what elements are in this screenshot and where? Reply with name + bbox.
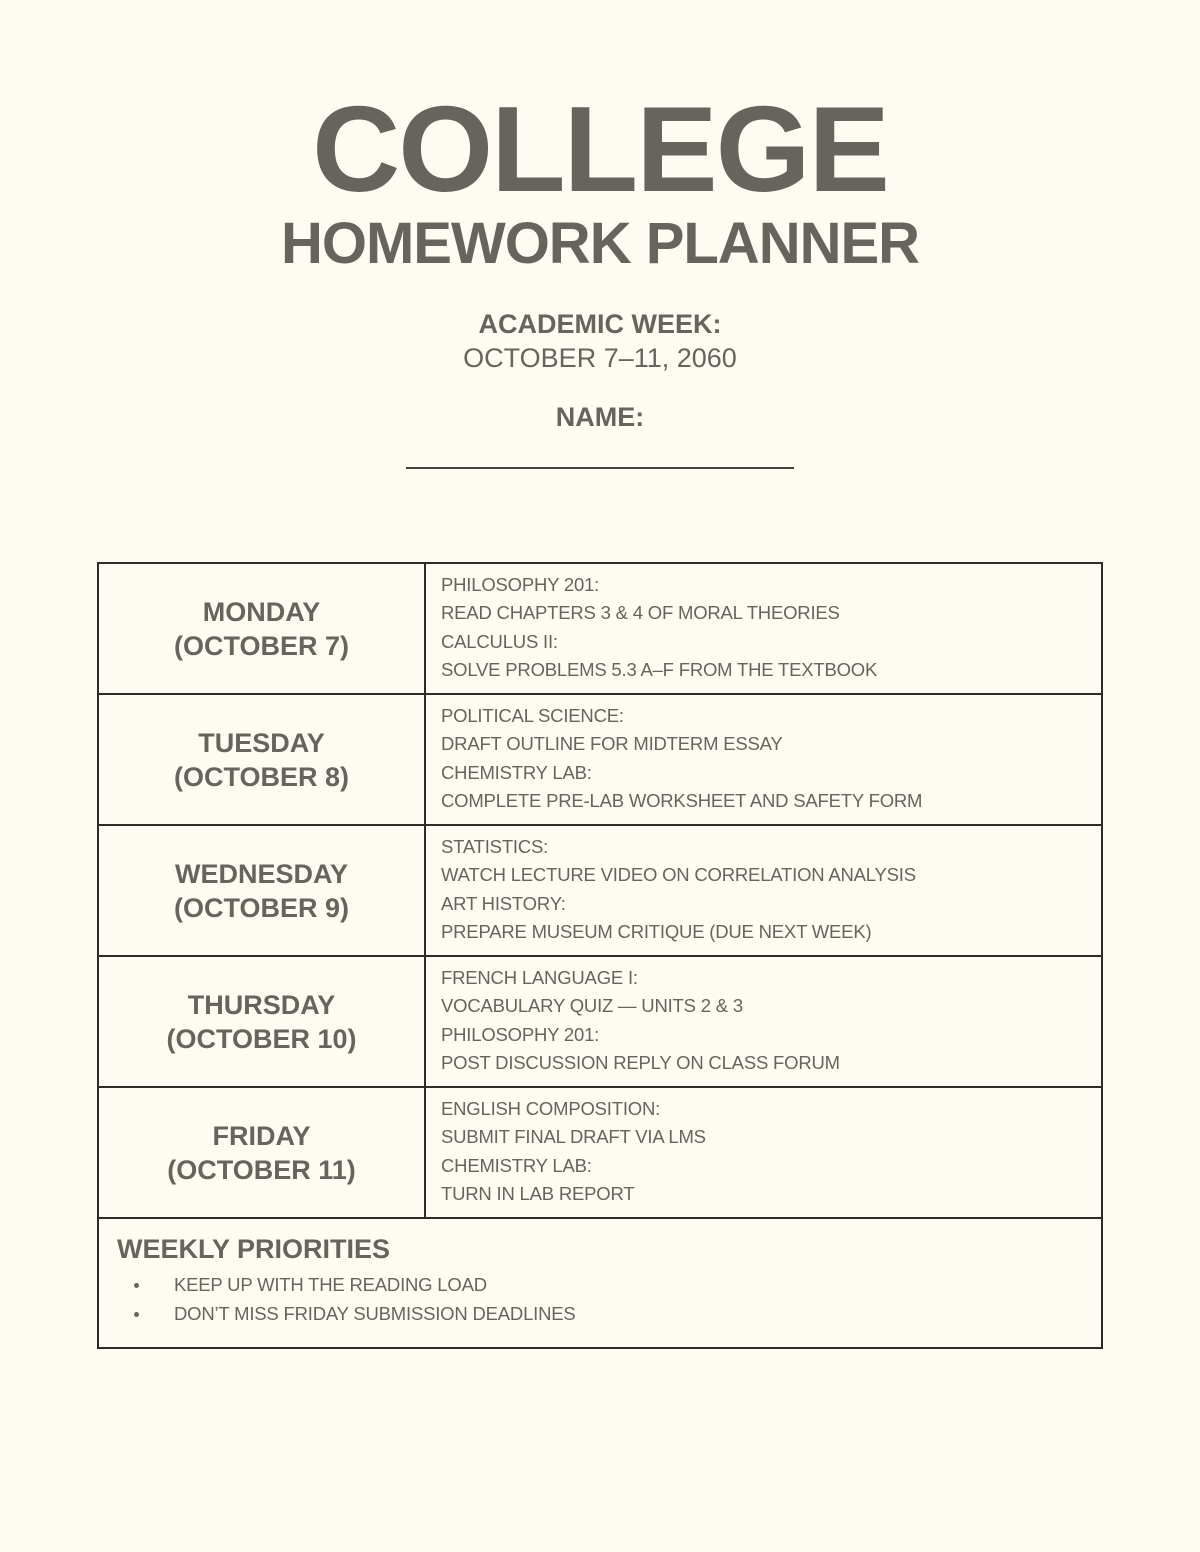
task-description: READ CHAPTERS 3 & 4 OF MORAL THEORIES xyxy=(441,602,840,624)
day-cell xyxy=(99,826,426,955)
day-name: TUESDAY xyxy=(198,727,325,758)
table-row-tuesday xyxy=(99,695,1101,826)
day-name: FRIDAY xyxy=(212,1120,311,1151)
list-item xyxy=(117,1271,1083,1300)
list-item xyxy=(117,1300,1083,1329)
table-row-monday xyxy=(99,564,1101,695)
page-title: COLLEGE xyxy=(312,81,888,217)
name-fill-line[interactable] xyxy=(406,467,794,469)
priority-text: DON’T MISS FRIDAY SUBMISSION DEADLINES xyxy=(174,1302,576,1324)
task-description: POST DISCUSSION REPLY ON CLASS FORUM xyxy=(441,1051,840,1073)
weekly-priorities-section xyxy=(99,1219,1101,1347)
task-subject: PHILOSOPHY 201: xyxy=(441,574,600,595)
task-subject: FRENCH LANGUAGE I: xyxy=(441,967,638,988)
day-date: (OCTOBER 10) xyxy=(166,1023,357,1054)
priority-text: KEEP UP WITH THE READING LOAD xyxy=(174,1274,487,1295)
task-subject: ENGLISH COMPOSITION: xyxy=(441,1098,661,1119)
task-subject: POLITICAL SCIENCE: xyxy=(441,705,624,726)
task-subject: ART HISTORY: xyxy=(441,892,566,914)
day-cell xyxy=(99,957,426,1086)
day-cell xyxy=(99,695,426,824)
table-row-friday xyxy=(99,1088,1101,1219)
day-name: THURSDAY xyxy=(187,989,336,1020)
task-cell xyxy=(426,1088,1101,1217)
task-subject: STATISTICS: xyxy=(441,836,549,857)
task-description: COMPLETE PRE-LAB WORKSHEET AND SAFETY FORM xyxy=(441,789,923,811)
day-cell xyxy=(99,1088,426,1217)
task-description: VOCABULARY QUIZ — UNITS 2 & 3 xyxy=(441,995,743,1017)
academic-week-label: ACADEMIC WEEK: xyxy=(478,309,722,339)
task-subject: CHEMISTRY LAB: xyxy=(441,761,592,783)
task-subject: PHILOSOPHY 201: xyxy=(441,1023,600,1045)
day-date: (OCTOBER 11) xyxy=(167,1154,356,1185)
day-name: WEDNESDAY xyxy=(174,858,349,889)
bullet-icon xyxy=(134,1312,139,1317)
task-description: TURN IN LAB REPORT xyxy=(441,1182,635,1204)
task-subject: CHEMISTRY LAB: xyxy=(441,1154,592,1176)
task-description: WATCH LECTURE VIDEO ON CORRELATION ANALYSIS xyxy=(441,864,916,886)
day-date: (OCTOBER 8) xyxy=(173,761,349,792)
task-description: PREPARE MUSEUM CRITIQUE (DUE NEXT WEEK) xyxy=(441,920,872,942)
day-name: MONDAY xyxy=(202,596,321,627)
day-date: (OCTOBER 7) xyxy=(173,630,349,661)
day-date: (OCTOBER 9) xyxy=(173,892,349,923)
task-cell xyxy=(426,695,1101,824)
task-description: SOLVE PROBLEMS 5.3 A–F FROM THE TEXTBOOK xyxy=(441,658,878,680)
weekly-priorities-title: WEEKLY PRIORITIES xyxy=(117,1234,391,1264)
day-cell xyxy=(99,564,426,693)
page-subtitle: HOMEWORK PLANNER xyxy=(280,211,920,276)
task-description: DRAFT OUTLINE FOR MIDTERM ESSAY xyxy=(441,733,783,755)
task-cell xyxy=(426,957,1101,1086)
table-row-wednesday xyxy=(99,826,1101,957)
task-cell xyxy=(426,564,1101,693)
bullet-icon xyxy=(134,1283,139,1288)
name-label: NAME: xyxy=(555,402,645,432)
table-row-thursday xyxy=(99,957,1101,1088)
priorities-list xyxy=(117,1271,1083,1328)
academic-week-value: OCTOBER 7–11, 2060 xyxy=(463,343,737,373)
task-cell xyxy=(426,826,1101,955)
homework-planner-table xyxy=(97,562,1103,1349)
task-description: SUBMIT FINAL DRAFT VIA LMS xyxy=(441,1126,706,1148)
task-subject: CALCULUS II: xyxy=(441,630,558,652)
